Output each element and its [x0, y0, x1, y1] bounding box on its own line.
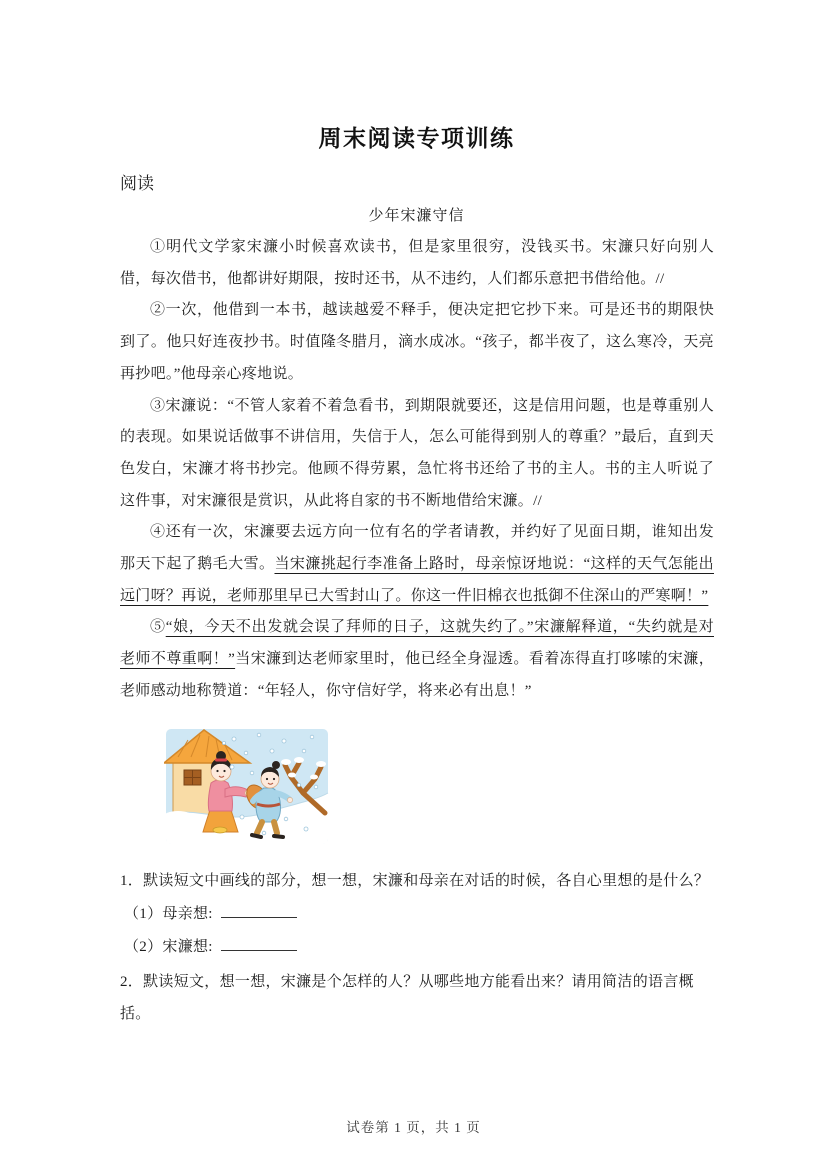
passage-paragraph: [120, 612, 714, 707]
question-1-sub-1-label: （1）母亲想:: [124, 906, 213, 922]
question-1-text: 1．默读短文中画线的部分，想一想，宋濂和母亲在对话的时候，各自心里想的是什么？: [120, 873, 710, 889]
passage-text: ⑤: [150, 619, 166, 636]
passage-text: 当宋濂到达老师家里时，他已经全身湿透。看着冻得直打哆嗦的宋濂，老师感动地称赞道：“年轻人，你守信好学，将来必有出息！”: [120, 651, 715, 699]
underlined-passage-text: 当宋濂挑起行李准备上路时，母亲惊讶地说：“这样的天气怎能出远门呀？再说，老师那里早已大雪封山了。你这一件旧棉衣也抵御不住深山的严寒啊！”: [120, 556, 714, 604]
passage-text: ③宋濂说：“不管人家着不着急看书，到期限就要还，这是信用问题，也是尊重别人的表现。如果说话做事不讲信用，失信于人，怎么可能得到别人的尊重？”最后，直到天色发白，宋濂才将书抄完。他顾不得劳累，急忙将书还给了书的主人。书的主人听说了这件事，对宋濂很是赏识，从此将自家的书不断地借给宋濂。//: [120, 397, 714, 509]
page-footer: 试卷第 1 页，共 1 页: [346, 1120, 481, 1135]
story-illustration: [164, 727, 330, 847]
question-1: [120, 865, 715, 963]
answer-blank-songlian: [221, 936, 297, 951]
question-1-sub-2-label: （2）宋濂想:: [124, 939, 213, 955]
question-1-sub-2: [120, 931, 715, 963]
page-title: 周末阅读专项训练: [318, 125, 515, 151]
passage-title: 少年宋濂守信: [368, 208, 465, 224]
passage-paragraph: [120, 517, 714, 612]
passage-paragraph: [120, 232, 714, 295]
passage-text: ④还有一次，宋濂要去远方向一位有名的学者请教，并约好了见面日期，谁知出发那天下起了鹅毛大雪。: [120, 524, 714, 573]
answer-blank-mother: [221, 903, 297, 918]
passage-paragraph: [120, 391, 714, 518]
question-1-sub-1: [120, 898, 715, 930]
question-2-text: 2．默读短文，想一想，宋濂是个怎样的人？从哪些地方能看出来？请用简洁的语言概括。: [120, 974, 694, 1022]
underlined-passage-text: “娘，今天不出发就会误了拜师的日子，这就失约了。”宋濂解释道，“失约就是对老师不尊重啊！”: [120, 619, 714, 668]
passage-paragraph: [120, 295, 714, 390]
question-2: [120, 966, 715, 1030]
passage-text: ①明代文学家宋濂小时候喜欢读书，但是家里很穷，没钱买书。宋濂只好向别人借，每次借书，他都讲好期限，按时还书，从不违约，人们都乐意把书借给他。//: [120, 239, 714, 287]
section-label: 阅读: [120, 174, 154, 193]
passage-body: [120, 232, 714, 708]
passage-text: ②一次，他借到一本书，越读越爱不释手，便决定把它抄下来。可是还书的期限快到了。他只好连夜抄书。时值隆冬腊月，滴水成冰。“孩子，都半夜了，这么寒冷，天亮再抄吧。”他母亲心疼地说。: [120, 302, 714, 382]
